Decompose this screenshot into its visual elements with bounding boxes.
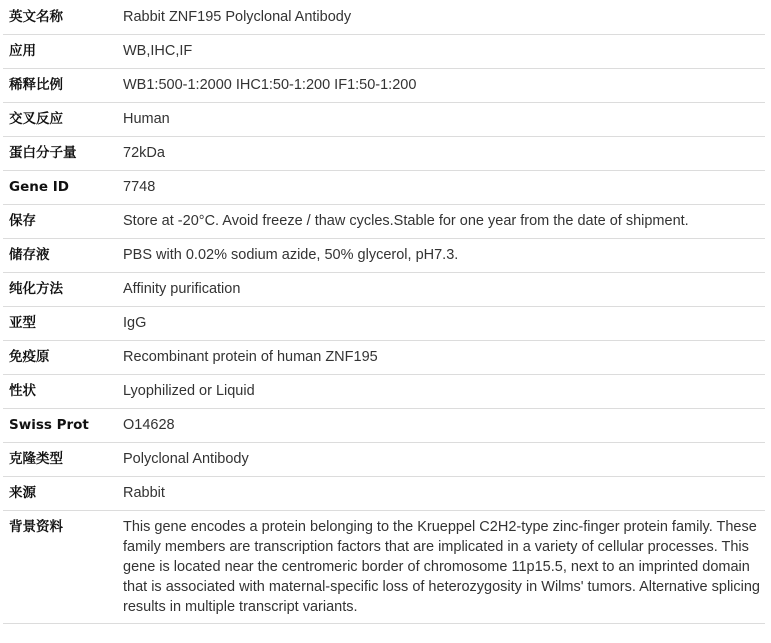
spec-row-dilution [3,68,765,102]
spec-label: 储存液 [3,238,117,272]
spec-row-reactivity [3,102,765,136]
spec-value: Recombinant protein of human ZNF195 [117,340,765,374]
spec-row-purification [3,272,765,306]
spec-value: Polyclonal Antibody [117,442,765,476]
spec-label: 应用 [3,34,117,68]
spec-label: 英文名称 [3,0,117,34]
spec-row-english-name [3,0,765,34]
spec-value: WB1:500-1:2000 IHC1:50-1:200 IF1:50-1:200 [117,68,765,102]
spec-label: 来源 [3,476,117,510]
spec-row-buffer [3,238,765,272]
spec-label: 稀释比例 [3,68,117,102]
spec-label: 纯化方法 [3,272,117,306]
spec-value-background: This gene encodes a protein belonging to the Krueppel C2H2-type zinc-finger protein family. These family members are transcription factors that are implicated in a variety of cellular processes. This gene is located near the centromeric border of chromosome 11p15.5, next to an imprinted domain that is associated with maternal-specific loss of heterozygosity in Wilms' tumors. Alternative splicing results in multiple transcript variants. [117,510,765,623]
spec-value: Human [117,102,765,136]
spec-row-gene-id [3,170,765,204]
spec-label: 免疫原 [3,340,117,374]
spec-value: WB,IHC,IF [117,34,765,68]
spec-row-swiss-prot [3,408,765,442]
spec-label: 性状 [3,374,117,408]
spec-value: Lyophilized or Liquid [117,374,765,408]
spec-value: Store at -20°C. Avoid freeze / thaw cycles.Stable for one year from the date of shipment. [117,204,765,238]
spec-row-form [3,374,765,408]
spec-label: Swiss Prot [3,408,117,442]
spec-value: O14628 [117,408,765,442]
spec-value: PBS with 0.02% sodium azide, 50% glycerol, pH7.3. [117,238,765,272]
spec-row-application [3,34,765,68]
spec-row-clonality [3,442,765,476]
spec-value: 7748 [117,170,765,204]
spec-value: Rabbit [117,476,765,510]
spec-row-background [3,510,765,623]
spec-value: IgG [117,306,765,340]
spec-row-molecular-weight [3,136,765,170]
spec-value: Affinity purification [117,272,765,306]
product-spec-table [3,0,765,624]
spec-label: 蛋白分子量 [3,136,117,170]
spec-label: 克隆类型 [3,442,117,476]
spec-label: 背景资料 [3,510,117,623]
spec-label: Gene ID [3,170,117,204]
spec-label: 保存 [3,204,117,238]
spec-row-immunogen [3,340,765,374]
spec-row-storage [3,204,765,238]
spec-value: 72kDa [117,136,765,170]
spec-row-isotype [3,306,765,340]
spec-label: 亚型 [3,306,117,340]
spec-value: Rabbit ZNF195 Polyclonal Antibody [117,0,765,34]
spec-label: 交叉反应 [3,102,117,136]
spec-row-host [3,476,765,510]
